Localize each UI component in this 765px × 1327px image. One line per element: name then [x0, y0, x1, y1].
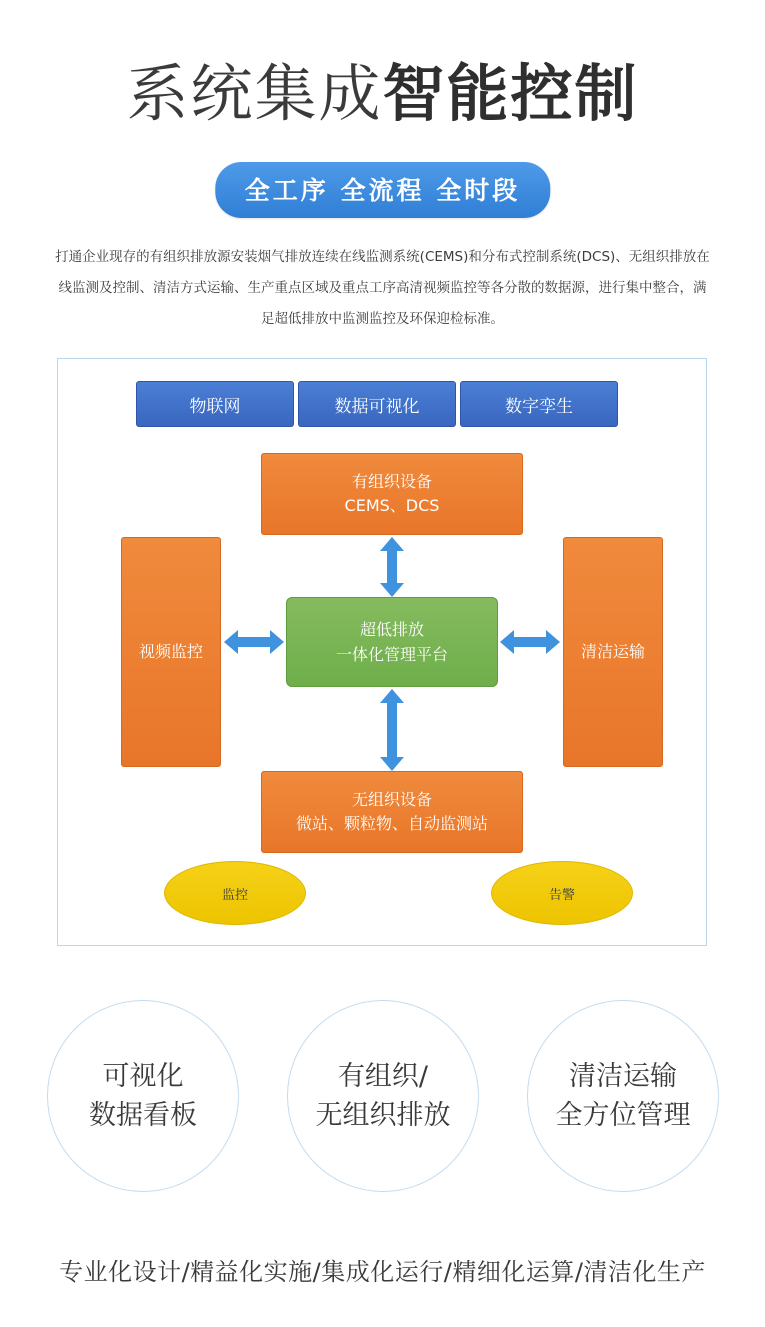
diagram-box-organized-equipment[interactable]	[261, 453, 523, 535]
feature-circle-visualization-line2: 数据看板	[89, 1100, 197, 1131]
diagram-box-iot[interactable]	[136, 381, 294, 427]
feature-circle-transport[interactable]	[527, 1000, 719, 1192]
feature-circle-transport-line1: 清洁运输	[569, 1061, 677, 1092]
diagram-box-data-visualization-label: 数据可视化	[334, 396, 420, 417]
description-paragraph: 打通企业现存的有组织排放源安装烟气排放连续在线监测系统(CEMS)和分布式控制系统(DCS)、无组织排放在线监测及控制、清洁方式运输、生产重点区域及重点工序高清视频监控等各分散的数据源，进行集中整合，满足超低排放中监测监控及环保迎检标准。	[55, 248, 710, 327]
clean-transport-label: 清洁运输	[580, 642, 645, 661]
diagram-box-data-visualization[interactable]	[298, 381, 456, 427]
diagram-ellipse-monitoring-label: 监控	[221, 887, 248, 903]
center-platform-line1: 超低排放	[359, 620, 424, 639]
architecture-diagram	[57, 358, 707, 946]
diagram-box-center-platform[interactable]	[286, 597, 498, 687]
feature-circle-transport-line2: 全方位管理	[555, 1100, 691, 1131]
feature-circle-emissions[interactable]	[287, 1000, 479, 1192]
page-title-light: 系统集成	[126, 57, 383, 130]
page-title	[0, 58, 765, 130]
unorganized-equipment-line2: 微站、颗粒物、自动监测站	[295, 814, 488, 833]
page-title-bold: 智能控制	[382, 57, 639, 130]
unorganized-equipment-line1: 无组织设备	[351, 790, 432, 809]
feature-circle-emissions-line1: 有组织/	[337, 1061, 429, 1092]
diagram-box-clean-transport[interactable]	[563, 537, 663, 767]
feature-circle-visualization-line1: 可视化	[102, 1061, 184, 1092]
diagram-box-video-monitoring[interactable]	[121, 537, 221, 767]
diagram-ellipse-alarm[interactable]	[491, 861, 633, 925]
footer-tagline: 专业化设计/精益化实施/集成化运行/精细化运算/清洁化生产	[59, 1258, 706, 1286]
arrow-bottom-vertical	[378, 689, 406, 771]
organized-equipment-line2: CEMS、DCS	[344, 496, 440, 515]
diagram-box-digital-twin-label: 数字孪生	[505, 396, 573, 417]
diagram-box-iot-label: 物联网	[189, 396, 241, 417]
diagram-box-digital-twin[interactable]	[460, 381, 618, 427]
diagram-box-unorganized-equipment[interactable]	[261, 771, 523, 853]
feature-circle-group	[0, 1000, 765, 1200]
feature-circle-visualization[interactable]	[47, 1000, 239, 1192]
video-monitoring-label: 视频监控	[138, 642, 203, 661]
organized-equipment-line1: 有组织设备	[351, 472, 432, 491]
feature-circle-emissions-line2: 无组织排放	[315, 1100, 451, 1131]
subtitle-badge: 全工序 全流程 全时段	[215, 162, 550, 218]
arrow-top-vertical	[378, 537, 406, 597]
arrow-right-horizontal	[500, 628, 560, 656]
diagram-ellipse-monitoring[interactable]	[164, 861, 306, 925]
arrow-left-horizontal	[224, 628, 284, 656]
center-platform-line2: 一体化管理平台	[335, 645, 448, 664]
diagram-ellipse-alarm-label: 告警	[548, 887, 575, 903]
